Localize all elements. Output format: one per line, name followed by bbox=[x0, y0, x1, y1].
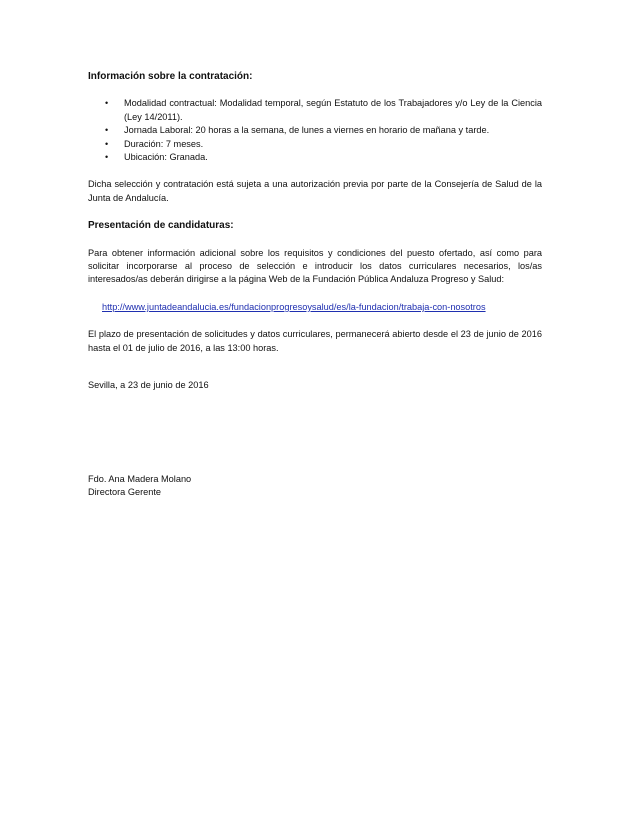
list-item: • Modalidad contractual: Modalidad temporal, según Estatuto de los Trabajadores y/o Ley de la Ciencia (Ley 14/2011). bbox=[105, 98, 542, 122]
list-item: • Jornada Laboral: 20 horas a la semana, de lunes a viernes en horario de mañana y tarde. bbox=[88, 124, 542, 137]
deadline-paragraph: El plazo de presentación de solicitudes y datos curriculares, permanecerá abierto desde el 23 de junio de 2016 hasta el 01 de julio de 2016, a las 13:00 horas. bbox=[88, 329, 542, 353]
applications-intro: Para obtener información adicional sobre los requisitos y condiciones del puesto ofertado, así como para solicitar incorporarse al proceso de selección e introducir los datos curriculares necesarios, los/as interesados/as deberán dirigirse a la página Web de la Fundación Pública Andaluza Progreso y Salud: bbox=[88, 247, 542, 285]
bullet-icon: • bbox=[105, 152, 109, 163]
contract-details-list bbox=[88, 97, 542, 164]
document-body bbox=[88, 70, 542, 499]
signature-role: Directora Gerente bbox=[88, 486, 162, 497]
contract-info-heading: Información sobre la contratación: bbox=[88, 71, 253, 82]
careers-link[interactable]: http://www.juntadeandalucia.es/fundacionprogresoysalud/es/la-fundacion/trabaja-con-nosotros bbox=[102, 301, 486, 312]
list-item: • Ubicación: Granada. bbox=[88, 151, 542, 164]
signature-block bbox=[88, 473, 542, 500]
bullet-icon: • bbox=[105, 125, 109, 136]
authorization-note: Dicha selección y contratación está sujeta a una autorización previa por parte de la Consejería de Salud de la Junta de Andalucía. bbox=[88, 179, 542, 203]
bullet-icon: • bbox=[105, 98, 109, 109]
date-line: Sevilla, a 23 de junio de 2016 bbox=[88, 380, 209, 391]
list-item: • Duración: 7 meses. bbox=[88, 138, 542, 151]
bullet-icon: • bbox=[105, 138, 109, 149]
applications-heading: Presentación de candidaturas: bbox=[88, 220, 234, 232]
signature-name: Fdo. Ana Madera Molano bbox=[88, 473, 192, 484]
